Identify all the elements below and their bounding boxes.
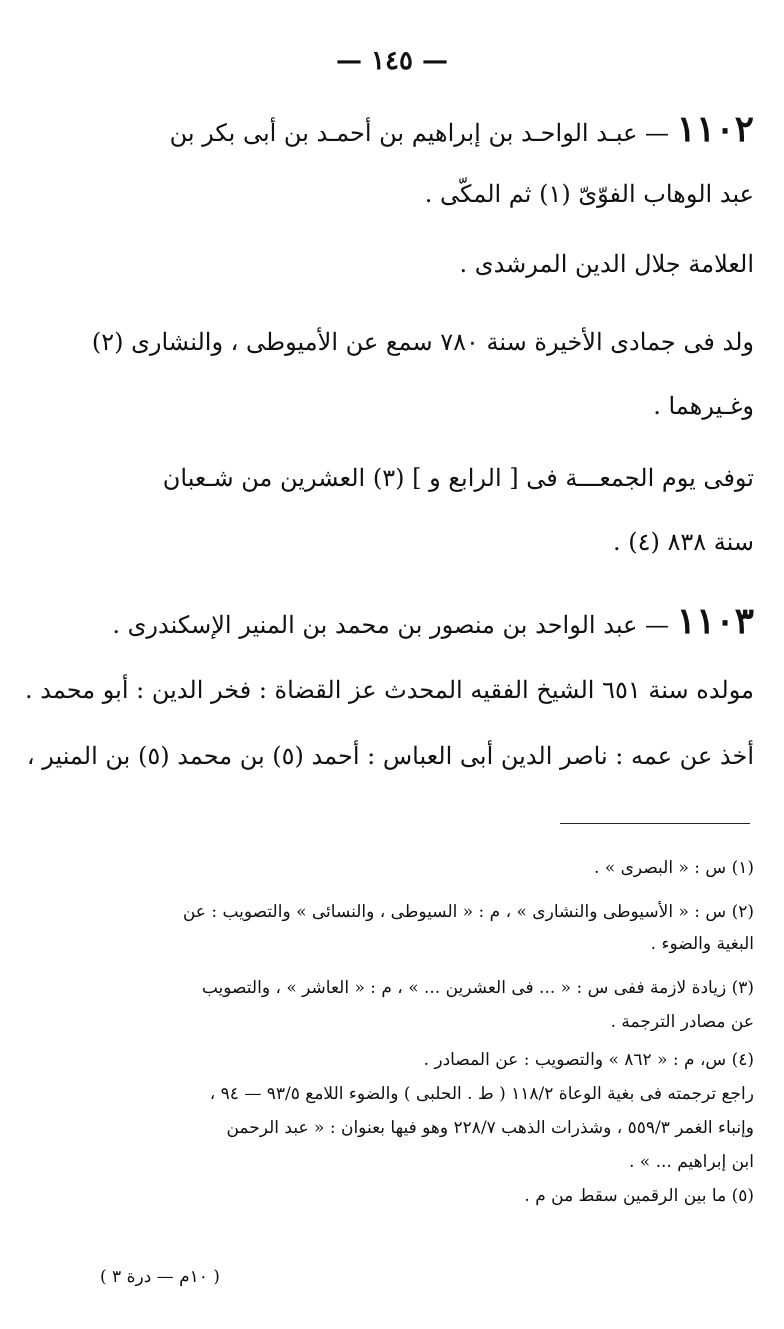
reference-line-2: وإنباء الغمر ٥٥٩/٣ ، وشذرات الذهب ٢٢٨/٧ وهو فيها بعنوان : « عبد الرحمن [226,1118,754,1138]
entry-1102-line-4: ولد فى جمادى الأخيرة سنة ٧٨٠ سمع عن الأميوطى ، والنشارى (٢) [91,328,754,356]
printer-signature: ( ١٠م — درة ٣ ) [100,1267,220,1287]
entry-1103-line-2: مولده سنة ٦٥١ الشيخ الفقيه المحدث عز القضاة : فخر الدين : أبو محمد . [25,676,754,704]
footnote-2-line-1: (٢) س : « الأسيوطى والنشارى » ، م : « السيوطى ، والنسائى » والتصويب : عن [182,902,754,922]
page-number: — ١٤٥ — [335,46,449,76]
reference-line-3: ابن إبراهيم ... » . [629,1152,754,1172]
entry-1103-heading [80,600,754,642]
entry-1102-line-3: العلامة جلال الدين المرشدى . [459,250,754,278]
entry-1102-line-5: وغـيرهما . [653,392,754,420]
entry-1102-line-7: سنة ٨٣٨ (٤) . [612,528,754,556]
footnote-1: (١) س : « البصرى » . [594,858,754,878]
footnote-divider [560,823,750,824]
entry-1102-line-6: توفى يوم الجمعـــة فى [ الرابع و ] (٣) العشرين من شـعبان [162,464,754,492]
entry-number: ١١٠٢ [676,108,754,150]
footnote-3-line-2: عن مصادر الترجمة . [610,1012,754,1032]
entry-text: — عبـد الواحـد بن إبراهيم بن أحمـد بن أبى بكر بن [169,119,677,147]
footnote-4: (٤) س، م : « ٨٦٢ » والتصويب : عن المصادر . [423,1050,754,1070]
reference-line-1: راجع ترجمته فى بغية الوعاة ١١٨/٢ ( ط . الحلبى ) والضوء اللامع ٩٣/٥ — ٩٤ ، [209,1084,754,1104]
entry-text: — عبد الواحد بن منصور بن محمد بن المنير الإسكندرى . [112,611,677,639]
entry-1102-line-2: عبد الوهاب الفوّىّ (١) ثم المكّى . [424,180,754,208]
entry-1102-heading [80,108,754,150]
footnote-5: (٥) ما بين الرقمين سقط من م . [524,1186,754,1206]
entry-number: ١١٠٣ [676,600,754,642]
footnote-2-line-2: البغية والضوء . [650,934,754,954]
entry-1103-line-3: أخذ عن عمه : ناصر الدين أبى العباس : أحمد (٥) بن محمد (٥) بن المنير ، [26,742,754,770]
footnote-3-line-1: (٣) زيادة لازمة ففى س : « ... فى العشرين ... » ، م : « العاشر » ، والتصويب [201,978,754,998]
